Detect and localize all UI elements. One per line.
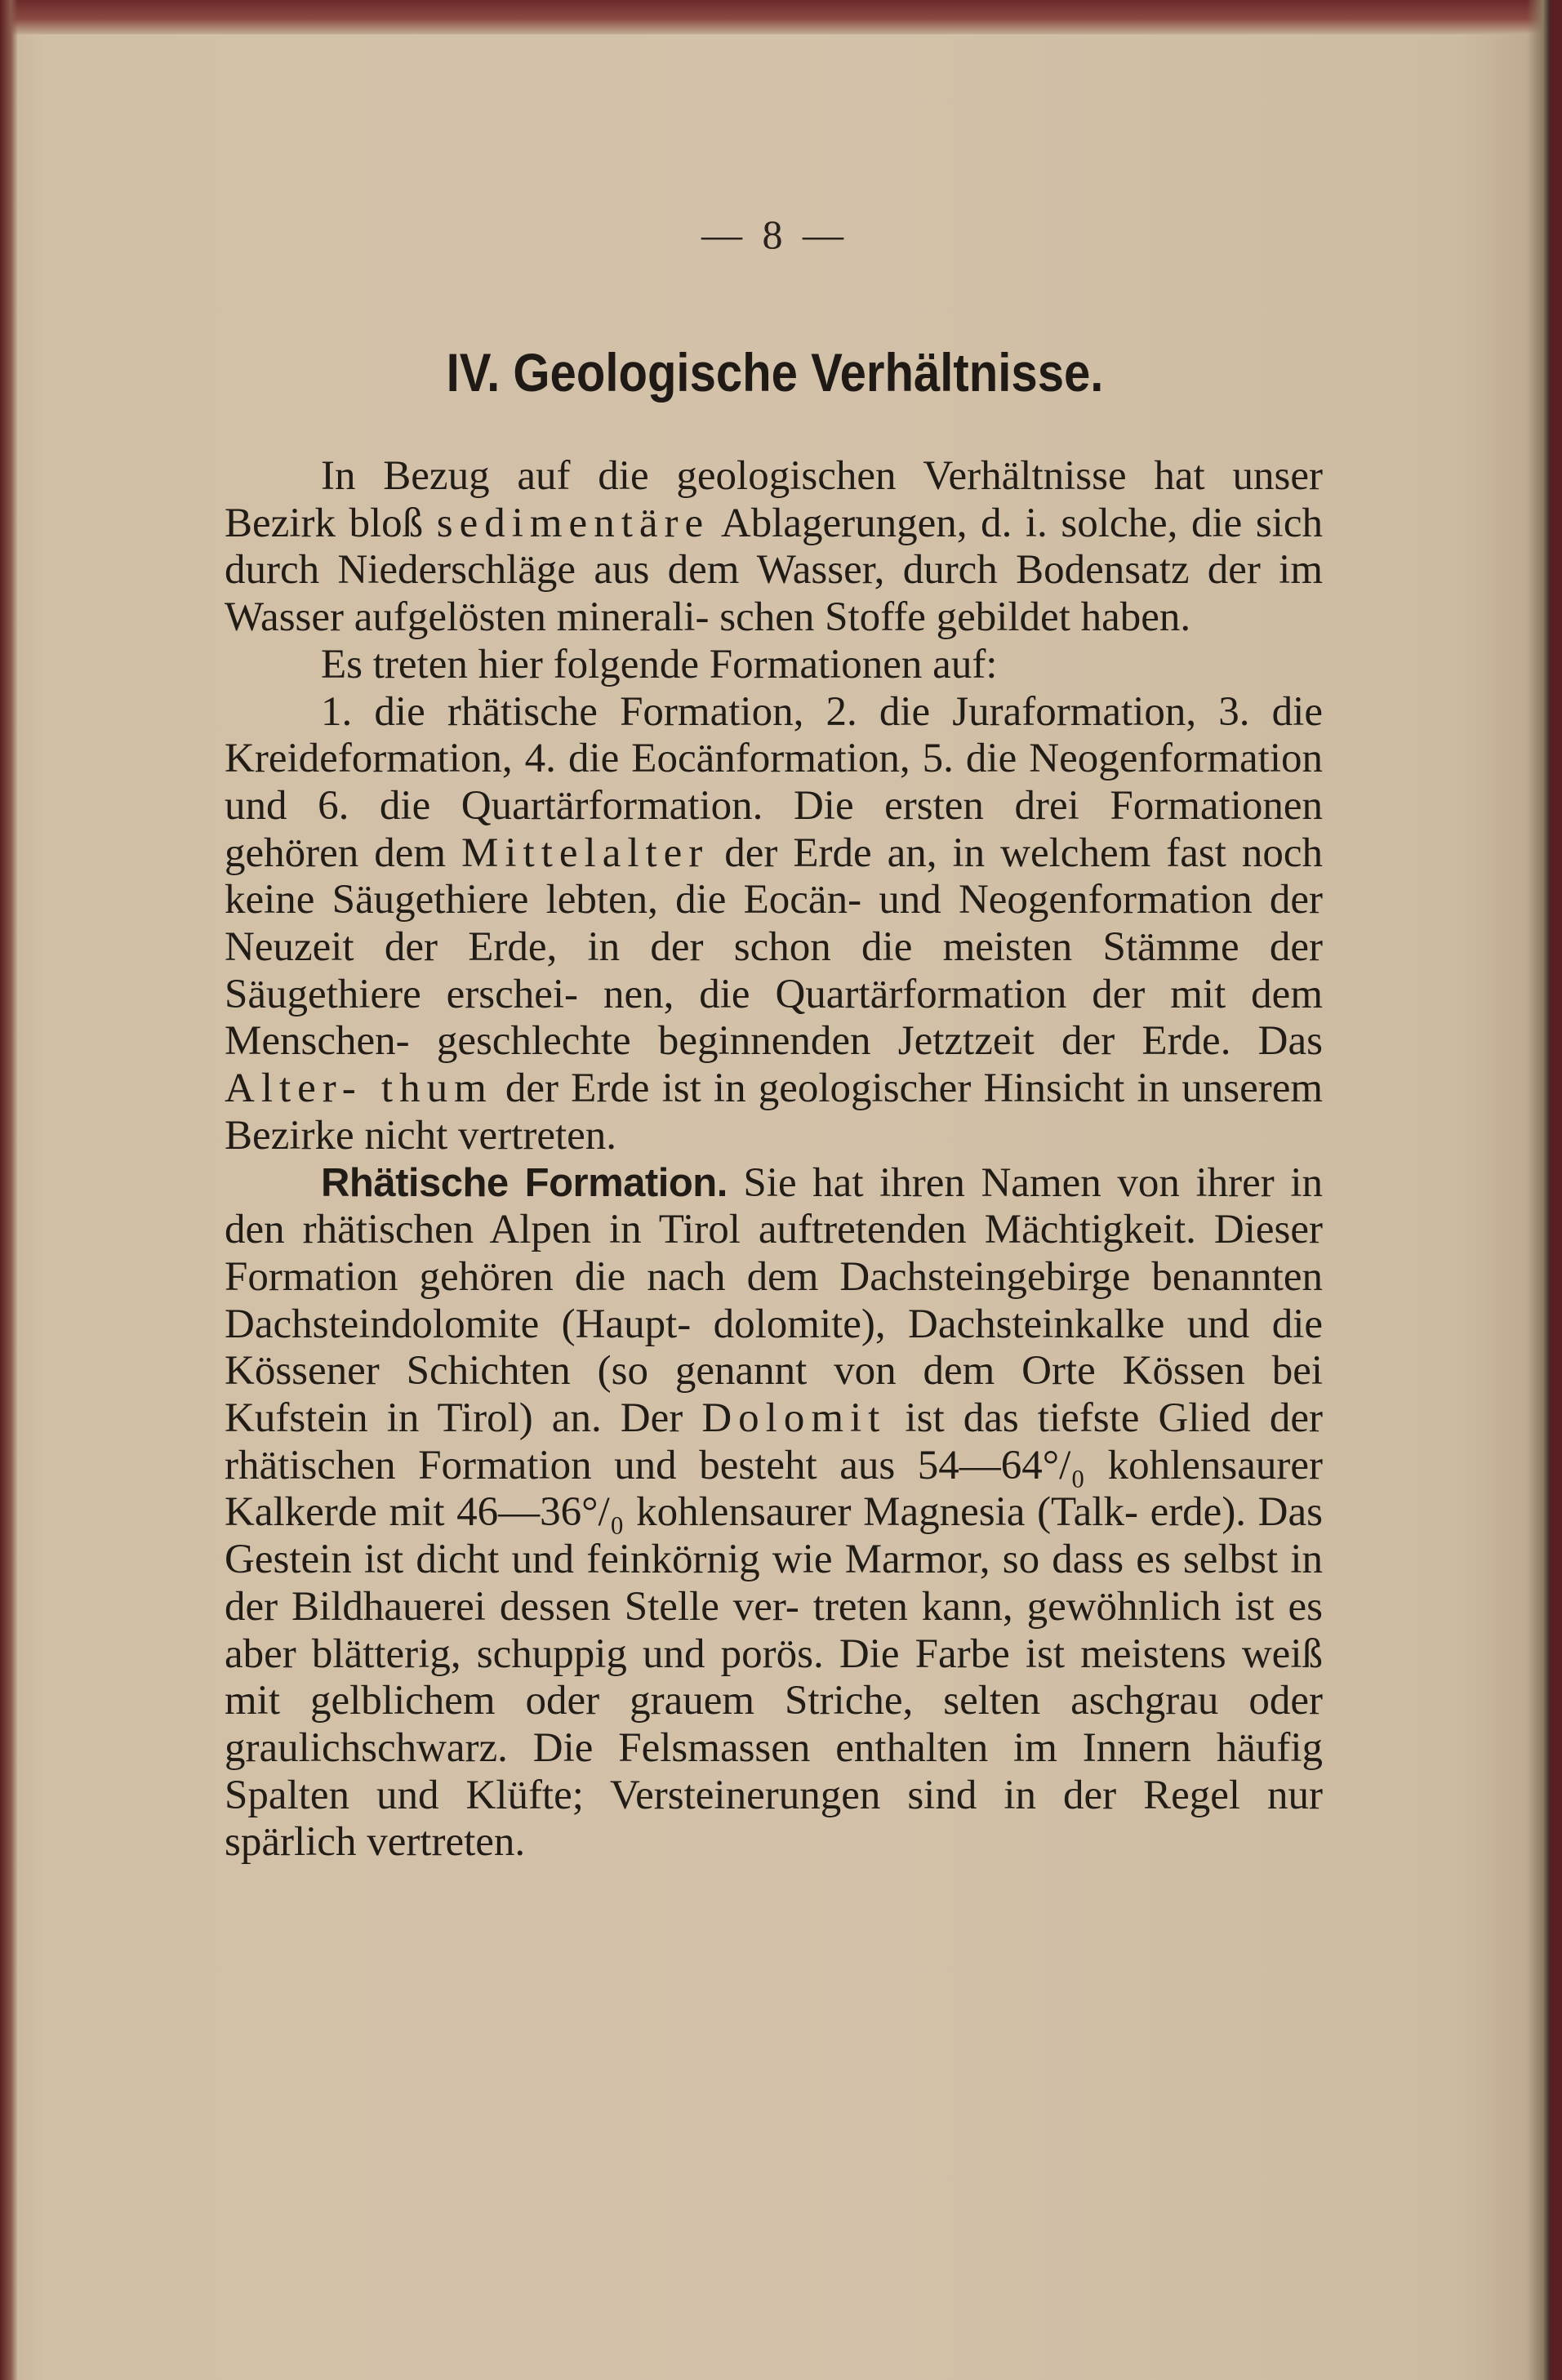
- right-page-edge: [1527, 0, 1550, 2380]
- paragraph-3: [225, 689, 1323, 1160]
- p3-text-e: der Erde ist in geologischer Hinsicht in unserem Bezirke nicht vertreten.: [225, 1065, 1324, 1159]
- p4-text-a: Sie hat ihren Namen von ihrer in den rhätischen Alpen in Tirol auftretenden Mächtigkeit. Dieser Formation gehören die nach dem Dachsteingebirge benannten Dachsteindolomite (Haupt- dolomite), Dachsteinkalke und die Kössener Schichten (so genannt von dem Orte Kössen bei Kufstein in Tirol) an. Der: [225, 1159, 1323, 1442]
- page-number: — 8 —: [701, 211, 848, 257]
- p1-text-a: In Bezug auf die geologischen Verhältnisse hat unser Bezirk bloß: [225, 453, 1323, 546]
- p3-text-a: 1. die rhätische Formation, 2. die Juraformation, 3. die Kreideformation, 4. die Eocänformation, 5. die Neogenformation und 6. die Quartärformation. Die ersten drei Formationen gehören dem: [225, 688, 1323, 876]
- body-text: [225, 453, 1323, 1866]
- top-cover-edge: [0, 0, 1550, 34]
- section-heading: Rhätische Formation.: [321, 1160, 728, 1205]
- p4-emphasis-dolomit: Dolomit: [701, 1395, 887, 1442]
- paragraph-2: Es treten hier folgende Formationen auf:: [321, 641, 998, 687]
- paragraph-1: [225, 453, 1323, 642]
- paragraph-4: [225, 1160, 1323, 1867]
- p3-emphasis-mittelalter: Mittelalter: [461, 830, 710, 876]
- p3-emphasis-alterthum: Alter- thum: [225, 1065, 493, 1112]
- p4-text-c: ist das tiefste Glied der rhätischen Formation und besteht aus 54—64°/₀ kohlensaurer Kalkerde mit 46—36°/₀ kohlensaurer Magnesia (Talk- erde). Das Gestein ist dicht und feinkörnig wie Marmor, so dass es selbst in der Bildhauerei dessen Stelle ver- treten kann, gewöhnlich ist es aber blätterig, schuppig und porös. Die Farbe ist meistens weiß mit gelblichem oder grauem Striche, selten aschgrau oder graulichschwarz. Die Felsmassen enthalten im Innern häufig Spalten und Klüfte; Versteinerungen sind in der Regel nur spärlich vertreten.: [225, 1395, 1323, 1866]
- p1-text-c: Ablagerungen, d. i. solche, die sich durch Niederschläge aus dem Wasser, durch Bodensatz der im Wasser aufgelösten minerali- schen Stoffe gebildet haben.: [225, 500, 1323, 641]
- left-binding-edge: [0, 0, 18, 2380]
- chapter-title: IV. Geologische Verhältnisse.: [446, 342, 1104, 403]
- p3-text-c: der Erde an, in welchem fast noch keine Säugethiere lebten, die Eocän- und Neogenformation der Neuzeit der Erde, in der schon die meisten Stämme der Säugethiere erschei- nen, die Quartärformation der mit dem Menschen- geschlechte beginnenden Jetztzeit der Erde. Das: [225, 830, 1323, 1065]
- p1-emphasis: sedimentäre: [436, 500, 710, 546]
